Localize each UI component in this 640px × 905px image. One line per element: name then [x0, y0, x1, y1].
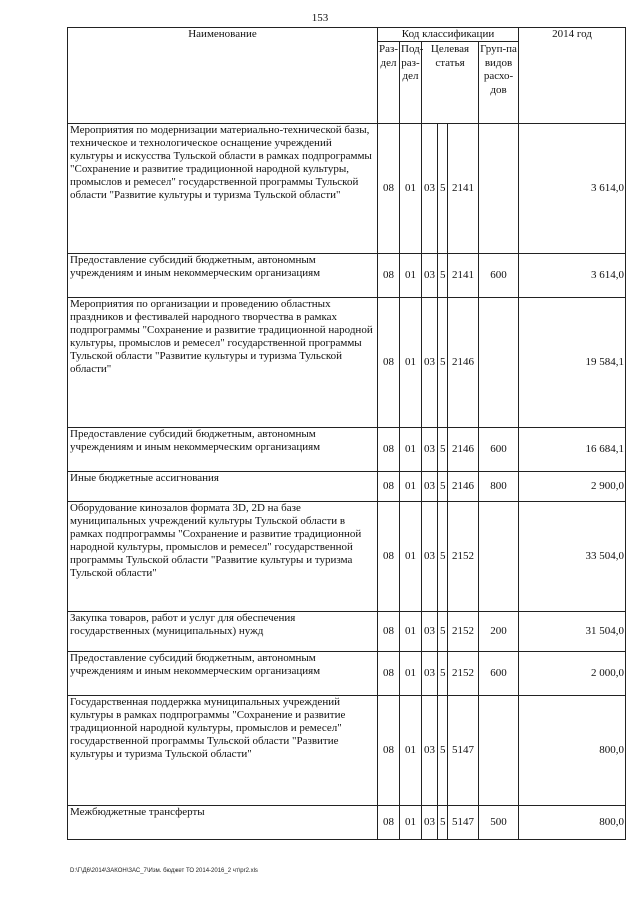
row-target-article-part2: 5 [438, 806, 448, 840]
row-target-article-part1: 03 [422, 428, 438, 472]
header-subsection: Под-раз-дел [400, 42, 422, 124]
row-subsection: 01 [400, 502, 422, 612]
header-year: 2014 год [519, 28, 626, 124]
table-row [68, 428, 626, 472]
row-expense-group: 600 [479, 254, 519, 298]
row-name: Предоставление субсидий бюджетным, автономным учреждениям и иным некоммерческим организациям [68, 428, 378, 472]
row-name: Предоставление субсидий бюджетным, автономным учреждениям и иным некоммерческим организациям [68, 652, 378, 696]
row-expense-group: 800 [479, 472, 519, 502]
row-target-article-part2: 5 [438, 612, 448, 652]
row-target-article-part3: 2152 [448, 652, 479, 696]
header-classification-code: Код классификации [378, 28, 519, 42]
row-target-article-part1: 03 [422, 254, 438, 298]
header-expense-group: Груп-па видов расхо-дов [479, 42, 519, 124]
row-subsection: 01 [400, 652, 422, 696]
row-target-article-part3: 5147 [448, 806, 479, 840]
row-amount: 19 584,1 [519, 298, 626, 428]
row-expense-group [479, 298, 519, 428]
row-expense-group: 600 [479, 652, 519, 696]
row-section: 08 [378, 502, 400, 612]
row-target-article-part2: 5 [438, 472, 448, 502]
budget-table [67, 27, 626, 840]
row-name: Оборудование кинозалов формата 3D, 2D на базе муниципальных учреждений культуры Тульской области в рамках подпрограммы "Сохранение и развитие традиционной народной культуры, промыслов и ремесел" государственной программы Тульской области "Развитие культуры и туризма Тульской области" [68, 502, 378, 612]
row-target-article-part3: 2146 [448, 472, 479, 502]
row-expense-group [479, 502, 519, 612]
row-section: 08 [378, 652, 400, 696]
row-target-article-part2: 5 [438, 428, 448, 472]
table-row [68, 472, 626, 502]
row-amount: 3 614,0 [519, 254, 626, 298]
row-target-article-part1: 03 [422, 612, 438, 652]
row-section: 08 [378, 806, 400, 840]
row-target-article-part3: 2152 [448, 612, 479, 652]
table-row [68, 612, 626, 652]
row-name: Мероприятия по модернизации материально-технической базы, техническое и технологическое оснащение учреждений культуры и искусства Тульской области в рамках подпрограммы "Сохранение и развитие традиционной народной культуры, промыслов и ремесел" государственной программы Тульской области "Развитие культуры и туризма Тульской области" [68, 124, 378, 254]
row-target-article-part1: 03 [422, 298, 438, 428]
row-target-article-part3: 2146 [448, 428, 479, 472]
row-target-article-part3: 2141 [448, 254, 479, 298]
row-target-article-part1: 03 [422, 472, 438, 502]
row-name: Закупка товаров, работ и услуг для обеспечения государственных (муниципальных) нужд [68, 612, 378, 652]
row-target-article-part2: 5 [438, 696, 448, 806]
row-subsection: 01 [400, 298, 422, 428]
header-name: Наименование [68, 28, 378, 124]
row-amount: 2 900,0 [519, 472, 626, 502]
row-name: Межбюджетные трансферты [68, 806, 378, 840]
row-subsection: 01 [400, 612, 422, 652]
row-amount: 16 684,1 [519, 428, 626, 472]
row-name: Государственная поддержка муниципальных учреждений культуры в рамках подпрограммы "Сохранение и развитие традиционной народной культуры, промыслов и ремесел" государственной программы Тульской области "Развитие культуры и туризма Тульской области" [68, 696, 378, 806]
row-target-article-part3: 2152 [448, 502, 479, 612]
table-row [68, 124, 626, 254]
row-target-article-part2: 5 [438, 254, 448, 298]
row-expense-group [479, 124, 519, 254]
row-target-article-part2: 5 [438, 124, 448, 254]
header-target-article: Целевая статья [422, 42, 479, 124]
table-row [68, 696, 626, 806]
row-expense-group: 500 [479, 806, 519, 840]
row-target-article-part2: 5 [438, 652, 448, 696]
row-subsection: 01 [400, 254, 422, 298]
table-row [68, 298, 626, 428]
row-section: 08 [378, 254, 400, 298]
row-target-article-part1: 03 [422, 806, 438, 840]
footer-file-path: D:\Г\Д6\2014\ЗАКОН\ЗАС_7\Изм. бюджет ТО 2014-2016_2 чт\pr2.xls [70, 868, 258, 874]
row-section: 08 [378, 298, 400, 428]
row-amount: 31 504,0 [519, 612, 626, 652]
row-name: Иные бюджетные ассигнования [68, 472, 378, 502]
table-row [68, 502, 626, 612]
row-subsection: 01 [400, 806, 422, 840]
row-target-article-part2: 5 [438, 502, 448, 612]
row-target-article-part1: 03 [422, 696, 438, 806]
row-section: 08 [378, 612, 400, 652]
row-name: Предоставление субсидий бюджетным, автономным учреждениям и иным некоммерческим организациям [68, 254, 378, 298]
row-expense-group: 600 [479, 428, 519, 472]
row-target-article-part1: 03 [422, 652, 438, 696]
row-subsection: 01 [400, 124, 422, 254]
row-section: 08 [378, 696, 400, 806]
row-expense-group: 200 [479, 612, 519, 652]
row-amount: 33 504,0 [519, 502, 626, 612]
row-target-article-part2: 5 [438, 298, 448, 428]
row-target-article-part3: 5147 [448, 696, 479, 806]
table-row [68, 652, 626, 696]
row-section: 08 [378, 124, 400, 254]
row-section: 08 [378, 428, 400, 472]
page-number: 153 [311, 12, 329, 24]
row-target-article-part1: 03 [422, 502, 438, 612]
row-name: Мероприятия по организации и проведению областных праздников и фестивалей народного творчества в рамках подпрограммы "Сохранение и развитие традиционной народной культуры, промыслов и ремесел" государственной программы Тульской области "Развитие культуры и туризма Тульской области" [68, 298, 378, 428]
row-amount: 800,0 [519, 806, 626, 840]
table-row [68, 254, 626, 298]
row-subsection: 01 [400, 472, 422, 502]
table-row [68, 806, 626, 840]
row-target-article-part3: 2141 [448, 124, 479, 254]
header-section: Раз-дел [378, 42, 400, 124]
row-amount: 3 614,0 [519, 124, 626, 254]
table-body [68, 124, 626, 840]
row-amount: 2 000,0 [519, 652, 626, 696]
row-expense-group [479, 696, 519, 806]
row-subsection: 01 [400, 696, 422, 806]
row-subsection: 01 [400, 428, 422, 472]
row-target-article-part1: 03 [422, 124, 438, 254]
row-amount: 800,0 [519, 696, 626, 806]
row-target-article-part3: 2146 [448, 298, 479, 428]
row-section: 08 [378, 472, 400, 502]
